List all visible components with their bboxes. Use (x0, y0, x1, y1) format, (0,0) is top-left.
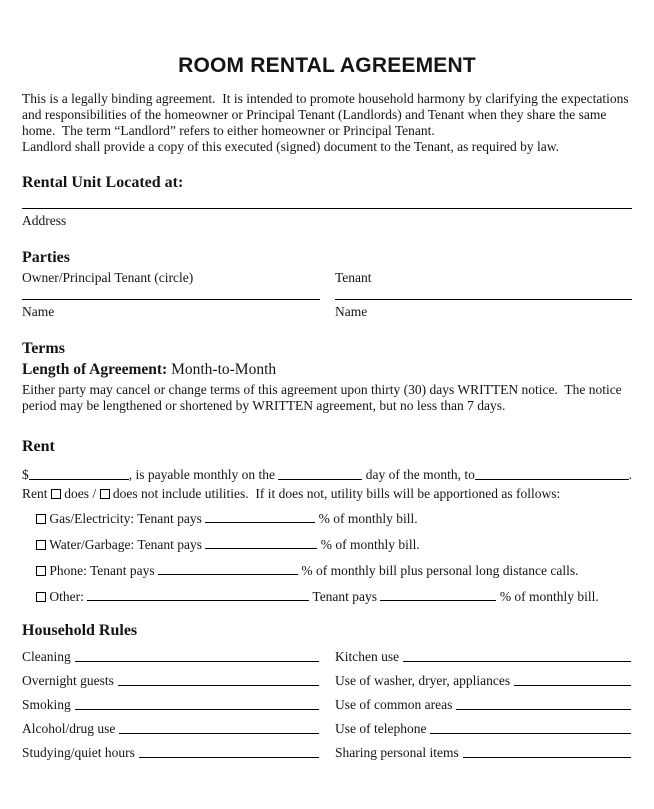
payable-text-1: , is payable monthly on the (128, 467, 279, 482)
rule-label-sharing-personal-items: Sharing personal items (335, 745, 459, 760)
parties-name-labels-row (22, 304, 632, 320)
other-label: Other: (49, 589, 84, 604)
other-suffix: % of monthly bill. (499, 589, 599, 604)
length-of-agreement-line (22, 361, 632, 379)
rules-row-1 (22, 649, 632, 664)
intro-line-1: This is a legally binding agreement. It is intended to promote household harmony by clarifying the expectations and responsibilities of the homeowner or Principal Tenant (Landlords) and Tenant when they share the same home. The term “Landlord” refers to either homeowner or Principal Tenant. (22, 91, 632, 138)
rent-amount-blank[interactable] (29, 479, 129, 480)
rule-blank-alcohol-drug-use[interactable] (119, 721, 319, 734)
utility-row-other (36, 589, 632, 605)
rule-blank-kitchen-use[interactable] (403, 649, 631, 662)
owner-label: Owner/Principal Tenant (circle) (22, 270, 194, 285)
parties-lines-row (22, 299, 632, 300)
rules-row-5 (22, 745, 632, 760)
rent-utilities-line (22, 486, 632, 502)
terms-body-paragraph: Either party may cancel or change terms of this agreement upon thirty (30) days WRITTEN notice. The notice period may be lengthened or shortened by WRITTEN agreement, but no less than 7 days. (22, 382, 626, 413)
intro-line-2: Landlord shall provide a copy of this executed (signed) document to the Tenant, as required by law. (22, 139, 560, 154)
address-blank-line[interactable] (22, 208, 632, 209)
payable-to-blank[interactable] (475, 479, 629, 480)
rule-label-telephone: Use of telephone (335, 721, 427, 736)
rule-blank-cleaning[interactable] (75, 649, 319, 662)
rule-label-washer-dryer: Use of washer, dryer, appliances (335, 673, 511, 688)
owner-name-label: Name (22, 304, 55, 319)
household-rules-heading: Household Rules (22, 622, 138, 639)
page-title: ROOM RENTAL AGREEMENT (178, 54, 476, 77)
rule-blank-overnight-guests[interactable] (118, 673, 319, 686)
rule-blank-washer-dryer[interactable] (514, 673, 631, 686)
rule-blank-studying-quiet-hours[interactable] (139, 745, 319, 758)
owner-name-blank-line[interactable] (22, 299, 320, 300)
rule-label-overnight-guests: Overnight guests (22, 673, 114, 688)
tenant-label: Tenant (335, 270, 372, 285)
water-garbage-label: Water/Garbage: Tenant pays (49, 537, 203, 552)
other-percent-blank[interactable] (380, 599, 496, 601)
rule-label-studying-quiet-hours: Studying/quiet hours (22, 745, 135, 760)
currency-symbol: $ (22, 467, 29, 482)
parties-labels-row (22, 270, 632, 286)
payable-text-2: day of the month, to (362, 467, 475, 482)
water-suffix: % of monthly bill. (320, 537, 420, 552)
water-garbage-checkbox[interactable] (36, 540, 46, 550)
rules-row-2 (22, 673, 632, 688)
rent-does-label: does (64, 486, 89, 501)
gas-electricity-checkbox[interactable] (36, 514, 46, 524)
gas-suffix: % of monthly bill. (318, 511, 418, 526)
parties-heading: Parties (22, 249, 70, 266)
water-percent-blank[interactable] (205, 547, 317, 549)
terms-heading: Terms (22, 340, 65, 357)
length-of-agreement-value: Month-to-Month (171, 361, 277, 378)
rule-blank-common-areas[interactable] (456, 697, 631, 710)
rules-row-3 (22, 697, 632, 712)
gas-percent-blank[interactable] (205, 521, 315, 523)
rules-row-4 (22, 721, 632, 736)
rule-label-kitchen-use: Kitchen use (335, 649, 400, 664)
payable-period: . (628, 467, 632, 482)
phone-label: Phone: Tenant pays (49, 563, 155, 578)
utility-row-water (36, 537, 632, 553)
phone-percent-blank[interactable] (158, 573, 298, 575)
rent-does-checkbox[interactable] (51, 489, 61, 499)
phone-checkbox[interactable] (36, 566, 46, 576)
other-checkbox[interactable] (36, 592, 46, 602)
address-label: Address (22, 213, 67, 228)
document-page (0, 55, 654, 760)
tenant-name-blank-line[interactable] (335, 299, 632, 300)
rental-unit-heading: Rental Unit Located at: (22, 174, 184, 191)
rent-heading: Rent (22, 438, 55, 455)
other-mid-label: Tenant pays (312, 589, 378, 604)
rule-label-smoking: Smoking (22, 697, 71, 712)
rule-blank-sharing-personal-items[interactable] (463, 745, 631, 758)
rule-label-cleaning: Cleaning (22, 649, 71, 664)
rule-label-alcohol-drug-use: Alcohol/drug use (22, 721, 116, 736)
rent-utilities-prefix: Rent (22, 486, 48, 501)
utility-row-phone (36, 563, 632, 579)
rent-does-not-label: does not include utilities. If it does not, utility bills will be apportioned as follows: (112, 486, 561, 501)
tenant-name-label: Name (335, 304, 368, 319)
rule-label-common-areas: Use of common areas (335, 697, 453, 712)
rent-slash: / (92, 486, 97, 501)
rule-blank-smoking[interactable] (75, 697, 319, 710)
other-description-blank[interactable] (87, 599, 309, 601)
gas-electricity-label: Gas/Electricity: Tenant pays (49, 511, 202, 526)
intro-paragraph (22, 91, 632, 155)
rent-does-not-checkbox[interactable] (100, 489, 110, 499)
rule-blank-telephone[interactable] (430, 721, 631, 734)
rent-payable-line (22, 467, 632, 483)
length-of-agreement-label: Length of Agreement: (22, 361, 168, 378)
utility-row-gas (36, 511, 632, 527)
day-of-month-blank[interactable] (278, 479, 362, 480)
phone-suffix: % of monthly bill plus personal long distance calls. (301, 563, 579, 578)
